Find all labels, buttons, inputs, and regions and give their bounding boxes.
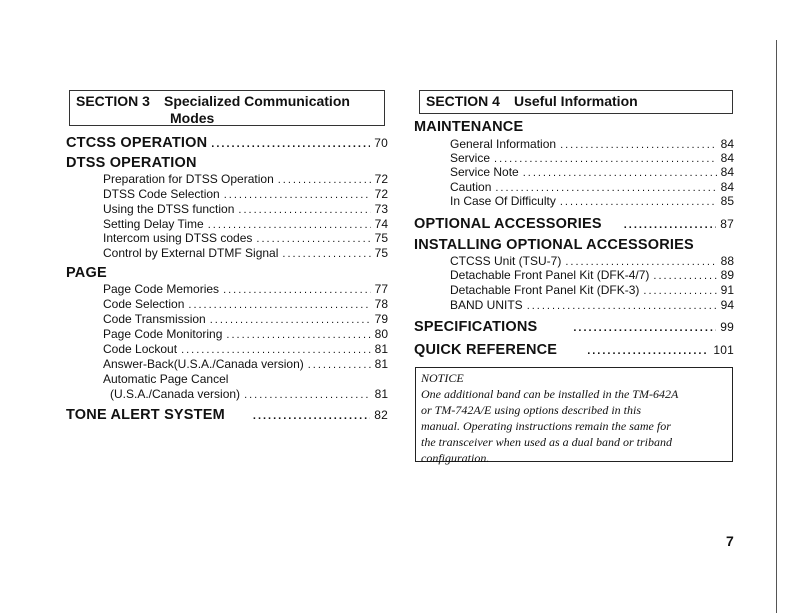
leader-dots [210,314,371,326]
toc-item-label: General Information [450,137,557,151]
toc-item[interactable] [450,283,734,297]
notice-line: the transceiver when used as a dual band or triband [421,435,672,449]
toc-item[interactable] [103,172,388,186]
toc-item-page: 84 [720,165,734,179]
toc-item-label: CTCSS Unit (TSU-7) [450,254,562,268]
toc-item[interactable] [450,180,734,194]
leader-dots [560,196,717,208]
toc-item-page: 73 [374,202,388,216]
toc-item-page: 72 [374,187,388,201]
section-3-box [69,90,385,126]
specs-label: SPECIFICATIONS [414,319,538,335]
toc-item-page: 85 [720,194,734,208]
toc-item-label: Page Code Memories [103,282,220,296]
notice-line: One additional band can be installed in the TM-642A [421,387,679,401]
ctcss-label: CTCSS OPERATION [66,135,208,151]
tone-label: TONE ALERT SYSTEM [66,407,225,423]
section-4-box [419,90,733,114]
notice-line: configuration. [421,451,490,465]
toc-item[interactable] [103,342,388,356]
toc-item-page: 74 [374,217,388,231]
toc-item-label: BAND UNITS [450,298,523,312]
leader-dots [181,344,371,356]
toc-specifications[interactable] [414,319,734,335]
leader-dots [573,322,716,334]
leader-dots [223,284,371,296]
toc-item[interactable] [450,137,734,151]
quick-page: 101 [713,343,734,357]
toc-item-page: 84 [720,180,734,194]
toc-item-label: Setting Delay Time [103,217,204,231]
toc-item-page: 84 [720,137,734,151]
leader-dots [211,138,370,150]
toc-item-label: Control by External DTMF Signal [103,246,279,260]
section-3-number: SECTION 3 [76,93,150,109]
toc-item[interactable] [450,298,734,312]
toc-item-label: Answer-Back(U.S.A./Canada version) [103,357,304,371]
toc-page-heading: PAGE [66,265,107,281]
toc-item-label: Page Code Monitoring [103,327,223,341]
leader-dots [523,167,717,179]
leader-dots [253,410,370,422]
toc-item[interactable] [103,327,388,341]
toc-item-page: 81 [374,387,388,401]
toc-item[interactable] [103,217,388,231]
toc-item[interactable] [103,246,388,260]
section-3-title-cont: Modes [170,110,215,126]
toc-item-label: Detachable Front Panel Kit (DFK-4/7) [450,268,650,282]
leader-dots [527,300,717,312]
toc-item-label: Detachable Front Panel Kit (DFK-3) [450,283,640,297]
toc-item[interactable] [450,254,734,268]
leader-dots [560,139,717,151]
leader-dots [587,345,709,357]
toc-item[interactable] [103,312,388,326]
optional-label: OPTIONAL ACCESSORIES [414,216,602,232]
leader-dots [643,285,716,297]
toc-maintenance-heading: MAINTENANCE [414,119,524,135]
leader-dots [282,248,370,260]
toc-item-page: 77 [374,282,388,296]
page-edge-line [776,40,777,613]
toc-item-page: 75 [374,246,388,260]
notice-box [415,367,733,465]
toc-item-page: 89 [720,268,734,282]
toc-item[interactable] [450,194,734,208]
toc-item-page: 75 [374,231,388,245]
toc-item-label: Code Selection [103,297,185,311]
toc-item-label: Automatic Page Cancel [103,372,229,386]
leader-dots [308,359,371,371]
toc-item-page: 94 [720,298,734,312]
toc-quick-reference[interactable] [414,342,734,358]
toc-item[interactable] [450,165,734,179]
toc-item-page: 81 [374,357,388,371]
leader-dots [244,389,371,401]
leader-dots [495,182,716,194]
toc-item-page: 91 [720,283,734,297]
toc-item-label: Intercom using DTSS codes [103,231,253,245]
toc-item-page: 78 [374,297,388,311]
toc-item-page: 81 [374,342,388,356]
section-4-title: Useful Information [514,93,638,109]
toc-installing-heading: INSTALLING OPTIONAL ACCESSORIES [414,237,694,253]
toc-item[interactable] [103,187,388,201]
toc-item-label: Using the DTSS function [103,202,235,216]
page-number: 7 [726,533,734,549]
toc-item-label: Code Transmission [103,312,206,326]
leader-dots [224,189,371,201]
toc-item[interactable] [103,357,388,371]
toc-item[interactable] [103,297,388,311]
leader-dots [226,329,370,341]
leader-dots [208,219,371,231]
toc-item-label: In Case Of Difficulty [450,194,556,208]
optional-page: 87 [720,217,734,231]
leader-dots [565,256,716,268]
notice-line: or TM-742A/E using options described in this [421,403,641,417]
leader-dots [278,174,371,186]
toc-tone-alert[interactable] [66,407,388,423]
toc-item-page: 79 [374,312,388,326]
notice-line: manual. Operating instructions remain the same for [421,419,671,433]
leader-dots [188,299,370,311]
toc-item-page: 88 [720,254,734,268]
toc-item-label: Service Note [450,165,519,179]
leader-dots [494,153,717,165]
specs-page: 99 [720,320,734,334]
section-3-title: Specialized Communication [164,93,350,109]
ctcss-page: 70 [374,136,388,150]
toc-item[interactable] [103,202,388,216]
leader-dots [624,219,717,231]
leader-dots [238,204,370,216]
toc-item-label: Service [450,151,491,165]
toc-item[interactable] [450,151,734,165]
toc-item-label: Code Lockout [103,342,178,356]
toc-item[interactable] [110,387,388,401]
toc-dtss-heading: DTSS OPERATION [66,155,197,171]
tone-page: 82 [374,408,388,422]
toc-item[interactable] [103,231,388,245]
toc-item-label: (U.S.A./Canada version) [110,387,241,401]
leader-dots [256,233,370,245]
quick-label: QUICK REFERENCE [414,342,558,358]
toc-item[interactable] [103,282,388,296]
section-4-number: SECTION 4 [426,93,500,109]
leader-dots [653,270,716,282]
toc-item-page: 72 [374,172,388,186]
toc-optional-accessories[interactable] [414,216,734,232]
toc-item-page: 80 [374,327,388,341]
toc-item-label: Preparation for DTSS Operation [103,172,274,186]
toc-item[interactable] [450,268,734,282]
toc-item-label: DTSS Code Selection [103,187,220,201]
notice-title: NOTICE [421,371,464,385]
toc-ctcss-operation[interactable] [66,135,388,151]
toc-item-page: 84 [720,151,734,165]
toc-item-label: Caution [450,180,492,194]
